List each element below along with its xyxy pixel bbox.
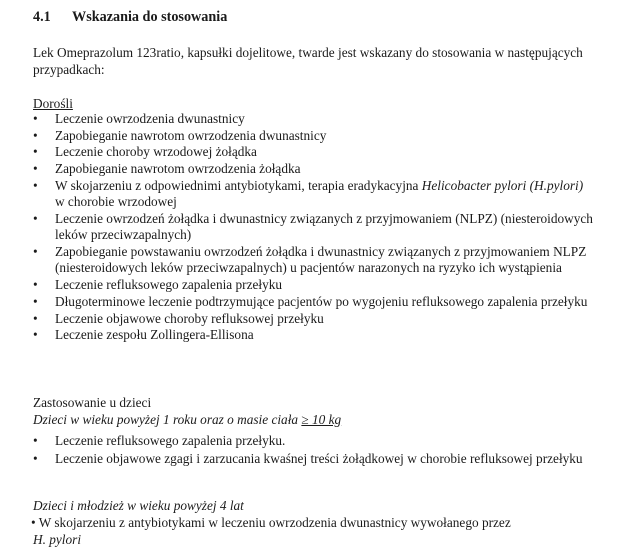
weight-threshold: ≥ 10 kg (301, 412, 342, 427)
bullet-icon: • (33, 433, 38, 448)
list-item (33, 111, 593, 127)
list-item (33, 451, 623, 467)
adults-label: Dorośli (33, 96, 73, 111)
children-label: Zastosowanie u dzieci (33, 395, 152, 410)
list-item (33, 327, 593, 343)
list-item-text: Leczenie refluksowego zapalenia przełyku. (55, 433, 286, 448)
list-item-text: Leczenie refluksowego zapalenia przełyku (55, 277, 283, 293)
section-heading (33, 9, 227, 26)
list-item-text: Leczenie choroby wrzodowej żołądka (55, 144, 257, 160)
teens-label: Dzieci i młodzież w wieku powyżej 4 lat (33, 498, 244, 513)
list-item-text: w chorobie wrzodowej (55, 194, 177, 210)
list-item (33, 277, 593, 293)
teens-indication: • W skojarzeniu z antybiotykami w leczeniu owrzodzenia dwunastnicy wywołanego przez (31, 515, 511, 530)
list-item-text: Długoterminowe leczenie podtrzymujące pacjentów po wygojeniu refluksowego zapalenia przełyku (55, 293, 588, 309)
list-item (33, 294, 593, 310)
section-number: 4.1 (33, 9, 51, 25)
adults-indications-list (33, 111, 593, 344)
list-item (33, 128, 593, 144)
section-title: Wskazania do stosowania (72, 9, 228, 25)
children-sublabel: Dzieci w wieku powyżej 1 roku oraz o masie ciała ≥ 10 kg (33, 412, 342, 427)
list-item-text: Leczenie objawowe zgagi i zarzucania kwaśnej treści żołądkowej w chorobie refluksowej przełyku (55, 451, 583, 467)
list-item-text: Leczenie zespołu Zollingera-Ellisona (55, 327, 254, 343)
list-item-text: Leczenie objawowe choroby refluksowej przełyku (55, 310, 324, 326)
bullet-icon: • (33, 127, 38, 143)
bullet-icon: • (33, 293, 38, 309)
teens-indication-continued: H. pylori (33, 532, 82, 547)
bullet-icon: • (33, 177, 38, 193)
list-item (33, 311, 593, 327)
list-item-text: W skojarzeniu z odpowiednimi antybiotykami, terapia eradykacyjna (55, 177, 422, 193)
list-item-text: Zapobieganie nawrotom owrzodzenia żołądka (55, 161, 301, 177)
list-item (33, 211, 593, 244)
list-item-text: Zapobieganie powstawaniu owrzodzeń żołądka i dwunastnicy związanych z przyjmowaniem NLPZ (niesteroidowych leków przeciwzapalnych) u pacjentów narazonych na ryzyko ich wystąpienia (55, 244, 587, 276)
intro-paragraph: Lek Omeprazolum 123ratio, kapsułki dojelitowe, twarde jest wskazany do stosowania w następujących przypadkach: (33, 45, 583, 77)
list-item (33, 433, 623, 449)
list-item (33, 144, 593, 160)
bullet-icon: • (33, 161, 38, 177)
list-item (33, 244, 593, 277)
list-item-text: Leczenie owrzodzeń żołądka i dwunastnicy związanych z przyjmowaniem (NLPZ) (niesteroidowych leków przeciwzapalnych) (55, 210, 593, 243)
list-item-text: Zapobieganie nawrotom owrzodzenia dwunastnicy (55, 127, 327, 143)
bullet-icon: • (33, 144, 38, 160)
list-item-text: Leczenie owrzodzenia dwunastnicy (55, 111, 245, 126)
bullet-icon: • (33, 210, 38, 226)
bacteria-name: Helicobacter pylori (H.pylori) (421, 177, 584, 193)
bullet-icon: • (33, 111, 38, 126)
bullet-icon: • (33, 327, 38, 343)
bullet-icon: • (33, 244, 38, 260)
list-item (33, 161, 593, 177)
list-item (33, 178, 593, 211)
children-indications-list (33, 433, 623, 470)
bullet-icon: • (33, 277, 38, 293)
bullet-icon: • (33, 310, 38, 326)
bullet-icon: • (33, 451, 38, 467)
